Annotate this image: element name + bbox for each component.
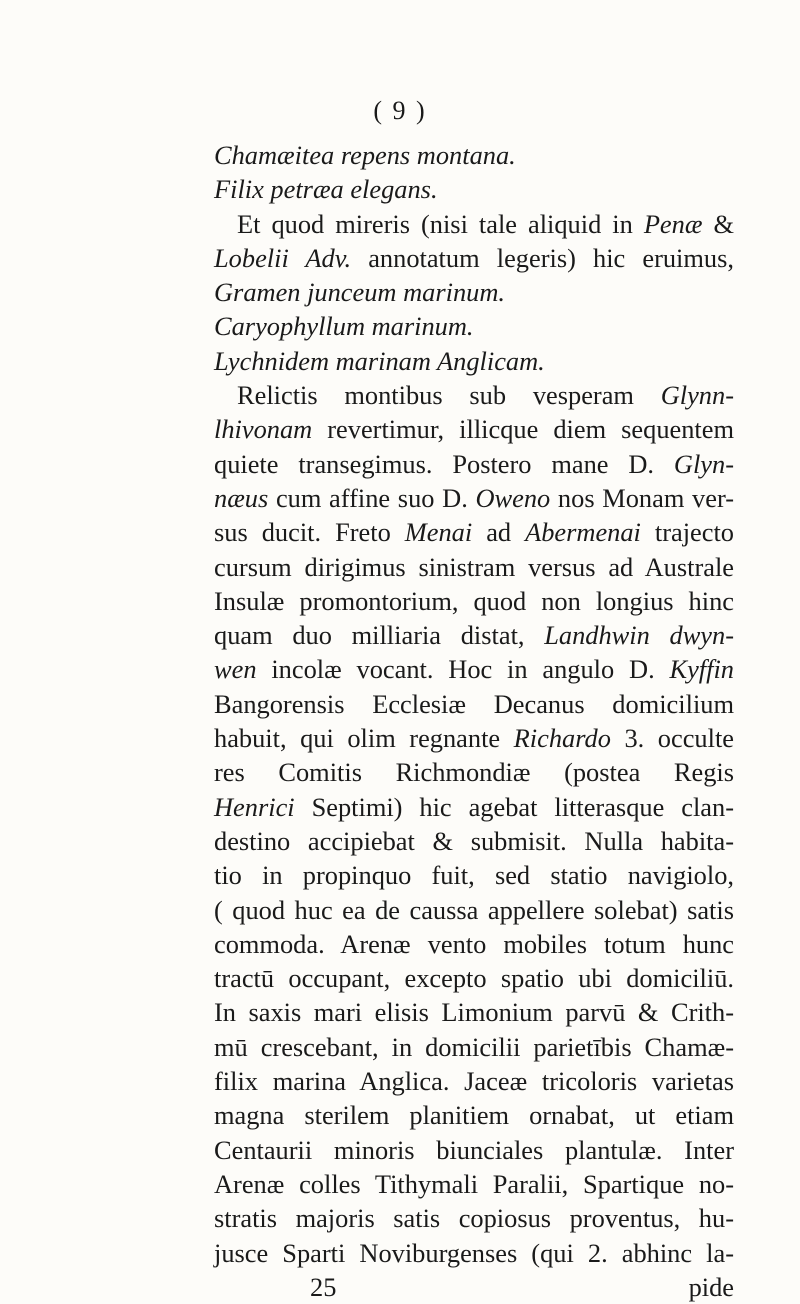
signature-mark: 25 [310,1271,337,1302]
text-line [214,755,734,789]
text-segment: nos Monam ver- [550,482,735,513]
text-line [214,721,734,755]
italic-text: Filix petræa elegans. [214,174,438,205]
text-segment: quiete transegimus. Postero mane D. [214,448,674,479]
text-segment: destino accipiebat & submisit. Nulla habita- [214,825,734,856]
text-line [214,138,734,172]
italic-text: Caryophyllum marinum. [214,311,474,342]
text-segment: annotatum legeris) hic eruimus, [351,242,734,273]
italic-text: Glynn- [660,380,734,411]
text-line [214,275,734,309]
text-segment: Bangorensis Ecclesiæ Decanus domicilium [214,688,734,719]
text-segment: sus ducit. Freto [214,517,405,548]
text-line [214,618,734,652]
text-line [214,412,734,446]
text-segment: tio in propinquo fuit, sed statio navigiolo, [214,860,734,891]
text-line [214,241,734,275]
text-segment: commoda. Arenæ vento mobiles totum hunc [214,928,734,959]
text-line [214,961,734,995]
text-segment: trajecto [640,517,734,548]
text-line [214,378,734,412]
text-segment: ( quod huc ea de caussa appellere solebat) satis [214,894,734,925]
text-segment: filix marina Anglica. Jaceæ tricoloris varietas [214,1066,734,1097]
text-line [214,927,734,961]
italic-text: Lobelii Adv. [214,242,352,273]
text-line [214,207,734,241]
body-text [214,138,734,1304]
text-segment: ad [472,517,526,548]
text-line [214,1236,734,1270]
text-segment: 3. occulte [610,723,734,754]
text-segment: quam duo milliaria distat, [214,620,545,651]
text-line [214,858,734,892]
italic-text: Penæ [643,208,703,239]
page-number: ( 9 ) [373,96,427,125]
text-segment: stratis majoris satis copiosus proventus, hu- [214,1203,734,1234]
text-segment: jusce Sparti Noviburgenses (qui 2. abhinc la- [214,1237,734,1268]
italic-text: lhivonam [214,414,313,445]
text-line [214,652,734,686]
italic-text: wen [214,654,257,685]
text-line [214,1064,734,1098]
text-line [214,447,734,481]
italic-text: Menai [404,517,473,548]
text-line [214,1098,734,1132]
italic-text: Landhwin dwyn- [544,620,734,651]
text-line [214,584,734,618]
text-segment: & [702,208,734,239]
text-segment: tractū occupant, excepto spatio ubi domiciliū. [214,963,734,994]
text-segment: incolæ vocant. Hoc in angulo D. [256,654,670,685]
text-segment: Septimi) hic agebat litterasque clan- [294,791,734,822]
text-segment: Insulæ promontorium, quod non longius hinc [214,585,734,616]
italic-text: Gramen junceum marinum. [214,277,505,308]
text-line [214,550,734,584]
italic-text: Kyffin [669,654,734,685]
text-line [214,824,734,858]
italic-text: Abermenai [525,517,641,548]
text-segment: In saxis mari elisis Limonium parvū & Crith- [214,997,734,1028]
text-line [214,1201,734,1235]
text-segment: Arenæ colles Tithymali Paralii, Spartique no- [214,1168,734,1199]
text-line [214,344,734,378]
italic-text: Lychnidem marinam Anglicam. [214,345,545,376]
text-segment: Relictis montibus sub vesperam [237,380,661,411]
catchword: pide [688,1271,734,1302]
page-footer [214,1270,734,1304]
text-line [214,995,734,1029]
italic-text: Oweno [475,482,551,513]
text-line [214,172,734,206]
text-line [214,481,734,515]
text-segment: Et quod mireris (nisi tale aliquid in [237,208,644,239]
text-segment: cursum dirigimus sinistram versus ad Australe [214,551,734,582]
text-line [214,687,734,721]
text-line [214,893,734,927]
italic-text: Chamæitea repens montana. [214,140,516,170]
text-line [214,1167,734,1201]
text-segment: habuit, qui olim regnante [214,723,514,754]
text-segment: magna sterilem planitiem ornabat, ut etiam [214,1100,734,1131]
text-segment: revertimur, illicque diem sequentem [312,414,734,445]
text-segment: res Comitis Richmondiæ (postea Regis [214,757,734,788]
text-line [214,1030,734,1064]
text-line [214,309,734,343]
text-segment: Centaurii minoris biunciales plantulæ. Inter [214,1134,734,1165]
text-line [214,515,734,549]
text-line [214,1133,734,1167]
text-segment: cum affine suo D. [268,482,476,513]
italic-text: Richardo [513,723,611,754]
italic-text: Henrici [214,791,295,822]
italic-text: Glyn- [673,448,734,479]
italic-text: næus [214,482,269,513]
text-segment: mū crescebant, in domicilii parietībis Chamæ- [214,1031,734,1062]
text-line [214,790,734,824]
